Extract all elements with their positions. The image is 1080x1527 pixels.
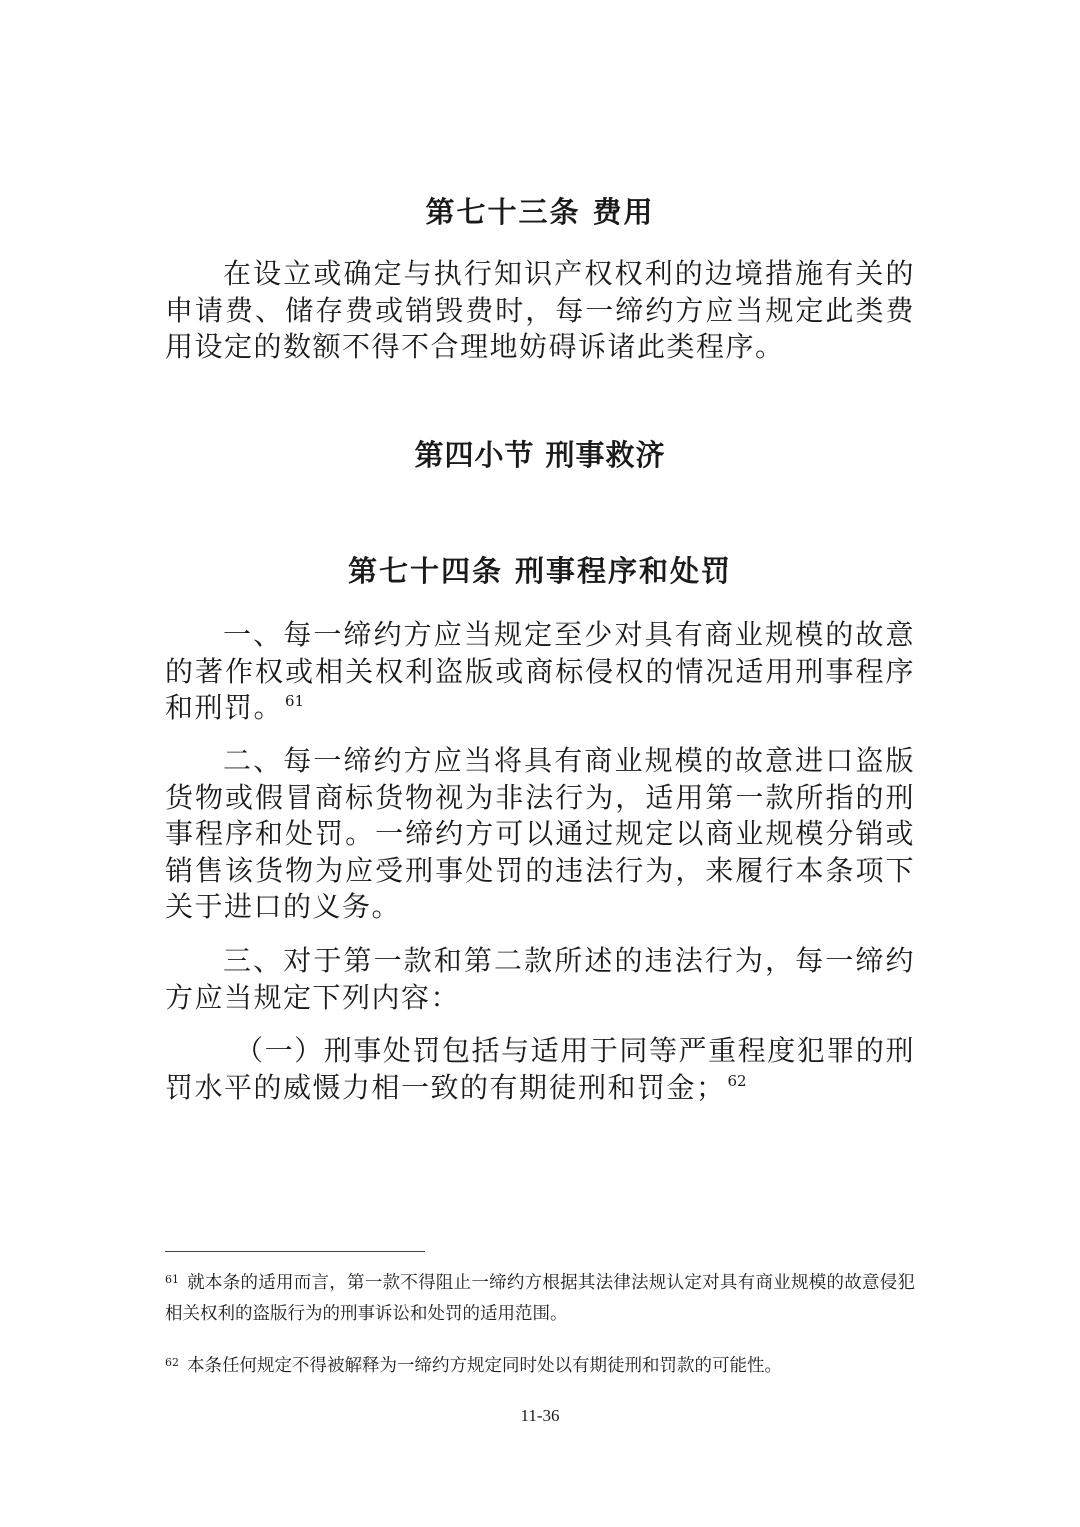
footnote-62 (165, 1347, 915, 1382)
item-1-text: （一）刑事处罚包括与适用于同等严重程度犯罪的刑罚水平的威慑力相一致的有期徒刑和罚金； (165, 1034, 915, 1104)
footnote-62-text: 本条任何规定不得被解释为一缔约方规定同时处以有期徒刑和罚款的可能性。 (187, 1356, 782, 1376)
footnote-61-number: 61 (165, 1273, 179, 1286)
article-74-paragraph-2: 二、每一缔约方应当将具有商业规模的故意进口盗版货物或假冒商标货物视为非法行为，适用第一款所指的刑事程序和处罚。一缔约方可以通过规定以商业规模分销或销售该货物为应受刑事处罚的违法行为，来履行本条项下关于进口的义务。 (165, 744, 915, 923)
paragraph-1-text: 一、每一缔约方应当规定至少对具有商业规模的故意的著作权或相关权利盗版或商标侵权的情况适用刑事程序和刑罚。 (165, 618, 915, 724)
footnote-divider (165, 1251, 425, 1252)
footnote-ref-61: 61 (285, 692, 305, 710)
footnote-ref-62: 62 (727, 1071, 747, 1090)
footnote-62-number: 62 (165, 1356, 179, 1369)
section-4-heading: 第四小节 刑事救济 (414, 438, 666, 472)
article-73-paragraph: 在设立或确定与执行知识产权权利的边境措施有关的申请费、储存费或销毁费时，每一缔约方应当规定此类费用设定的数额不得不合理地妨碍诉诸此类程序。 (165, 257, 915, 363)
article-74-item-1 (165, 1033, 915, 1106)
article-74-paragraph-3: 三、对于第一款和第二款所述的违法行为，每一缔约方应当规定下列内容： (165, 944, 915, 1014)
footnote-61 (165, 1264, 915, 1330)
footnote-61-text: 就本条的适用而言，第一款不得阻止一缔约方根据其法律法规认定对具有商业规模的故意侵犯相关权利的盗版行为的刑事诉讼和处罚的适用范围。 (165, 1273, 915, 1324)
article-74-paragraph-1 (165, 617, 915, 727)
page-number: 11-36 (520, 1406, 560, 1425)
article-74-heading: 第七十四条 刑事程序和处罚 (347, 554, 733, 588)
article-73-heading: 第七十三条 费用 (425, 195, 655, 229)
